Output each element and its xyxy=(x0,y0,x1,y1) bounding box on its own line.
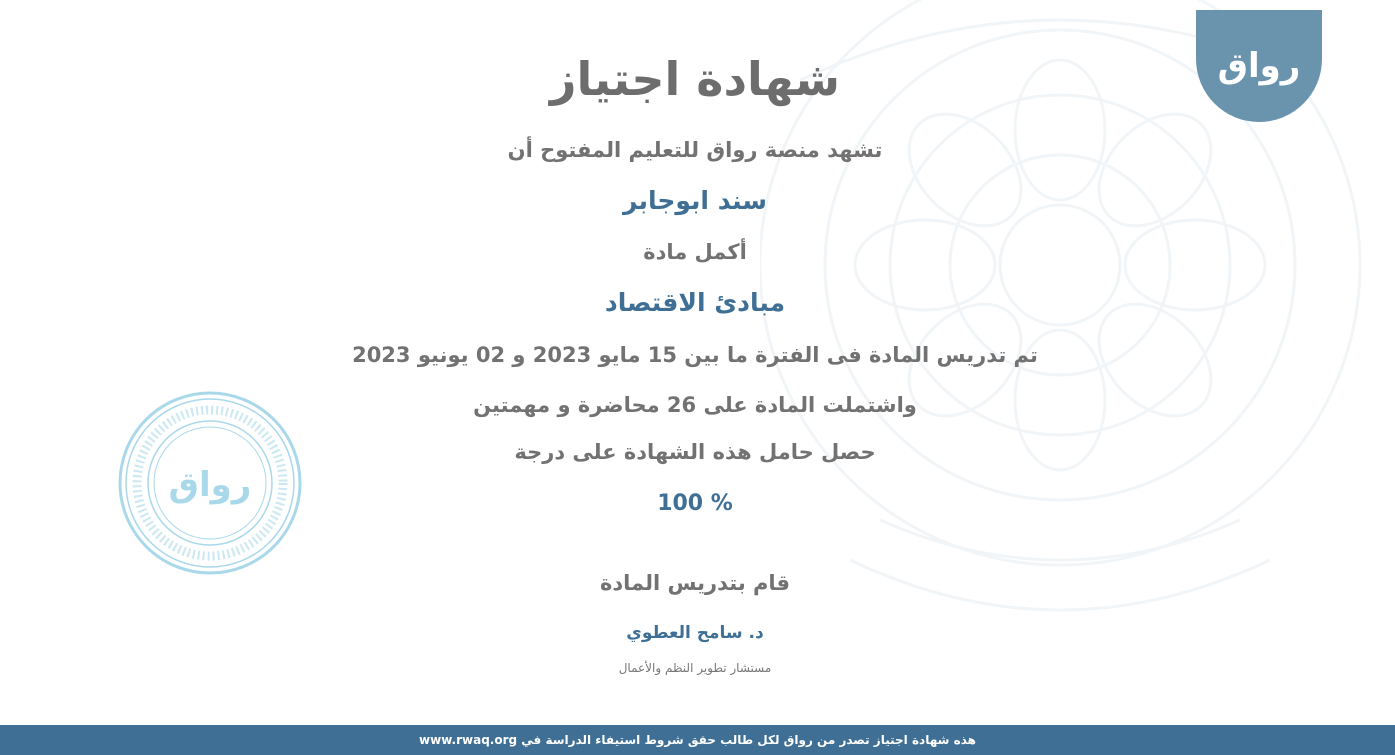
grade-value: 100 % xyxy=(657,491,733,516)
seal-center-text: رواق xyxy=(168,465,252,505)
content-text: واشتملت المادة على 26 محاضرة و مهمتين xyxy=(473,393,917,417)
instructor-title: مستشار تطوير النظم والأعمال xyxy=(618,661,772,675)
taught-by-label: قام بتدريس المادة xyxy=(599,571,791,595)
course-name: مبادئ الاقتصاد xyxy=(604,288,786,317)
certificate-title: شهادة اجتياز xyxy=(550,52,840,106)
seal-stamp xyxy=(108,388,318,578)
instructor-name: د. سامح العطوي xyxy=(626,623,764,643)
student-name: سند ابوجابر xyxy=(623,186,767,215)
footer-text: هذه شهادة اجتياز تصدر من رواق لكل طالب حقق شروط استيفاء الدراسة في www.rwaq.org xyxy=(419,733,976,747)
logo-text: رواق xyxy=(1217,46,1301,86)
completed-label: أكمل مادة xyxy=(643,240,747,264)
intro-text: تشهد منصة رواق للتعليم المفتوح أن xyxy=(507,138,883,162)
grade-label: حصل حامل هذه الشهادة على درجة xyxy=(514,440,876,464)
period-text: تم تدريس المادة فى الفترة ما بين 15 مايو 2023 و 02 يونيو 2023 xyxy=(352,343,1038,367)
footer-bar xyxy=(0,725,1395,755)
